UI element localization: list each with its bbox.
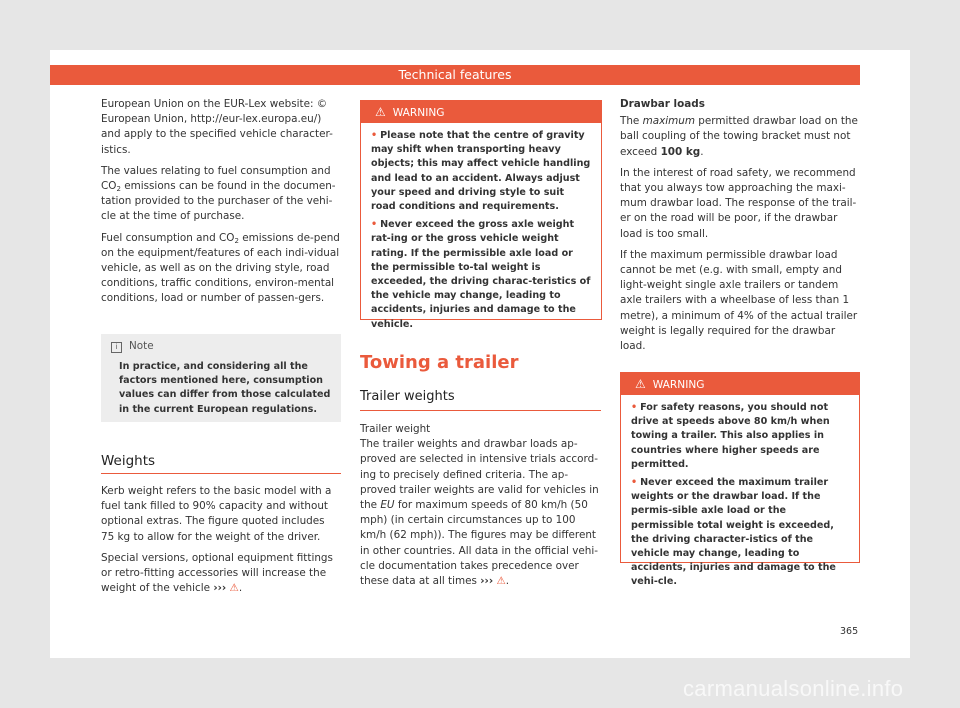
paragraph-title: Drawbar loads [620, 98, 705, 110]
continuation-arrows: ››› [480, 575, 494, 588]
warning-body [361, 123, 601, 342]
warning-box-2 [620, 372, 860, 588]
paragraph: Fuel consumption and $CO_2$ emissions de-pend on the equipment/features of each indi-vidual vehicle, as well as on the driving style, road conditions, traffic conditions, environ-mental conditions, load or number of passen-gers. [101, 231, 340, 305]
paragraph: The values relating to fuel consumption and $CO_2$ emissions can be found in the documen-tation provided to the purchaser of the vehi-cle at the time of purchase. [101, 164, 336, 223]
warning-icon: ⚠ [375, 105, 386, 119]
paragraph: Special versions, optional equipment fittings or retro-fitting accessories will increase the weight of the vehicle ››› ⚠. [101, 551, 333, 595]
warning-body [621, 395, 859, 600]
weights-text [101, 484, 341, 602]
subsection-heading: Trailer weights [360, 389, 455, 404]
paragraph: The trailer weights and drawbar loads ap-proved are selected in intensive trials accord-ing to precisely defined criteria. The ap-proved trailer weights are valid for vehicles in the EU for maximum speeds of 80 km/h (50 mph) (in certain circumstances up to 100 km/h (62 mph)). The figures may be different in other countries. All data in the official vehi-cle documentation takes precedence over these data at all times ››› ⚠. [360, 438, 599, 588]
paragraph: European Union on the EUR-Lex website: © European Union, http://eur-lex.europa.eu/) and apply to the specified vehicle character-istics. [101, 98, 333, 156]
watermark: carmanualsonline.info [683, 676, 904, 701]
warning-header: ⚠ WARNING [621, 373, 859, 395]
paragraph: The maximum permitted drawbar load on the ball coupling of the towing bracket must not exceed 100 kg. [620, 115, 858, 158]
divider [101, 473, 341, 474]
warning-box-1 [360, 100, 602, 330]
paragraph-title: Trailer weight [360, 423, 431, 435]
warning-item: • Please note that the centre of gravity may shift when transporting heavy objects; this may affect vehicle handling and lead to an accident. Always adjust your speed and driving style to suit road conditions and requirements. [371, 130, 591, 213]
paragraph: If the maximum permissible drawbar load cannot be met (e.g. with small, empty and light-weight single axle trailers or tandem axle trailers with a wheelbase of less than 1 metre), a minimum of 4% of the actual trailer weight is legally required for the drawbar load. [620, 248, 858, 353]
divider [360, 410, 601, 411]
warning-item: • Never exceed the gross axle weight rat-ing or the gross vehicle weight rating. If the permissible axle load or the permissible to-tal weight is exceeded, the driving charac-teristics of the vehicle may change, leading to accidents, injuries and damage to the vehicle. [371, 219, 591, 330]
paragraph: Kerb weight refers to the basic model with a fuel tank filled to 90% capacity and without optional extras. The figure quoted includes 75 kg to allow for the weight of the driver. [101, 485, 332, 543]
trailer-weight-text [360, 422, 601, 595]
note-title: i Note [111, 340, 154, 353]
warning-icon: ⚠ [229, 582, 239, 595]
weights-heading: Weights [101, 453, 156, 469]
page-header: Technical features [50, 65, 860, 85]
warning-item: • Never exceed the maximum trailer weights or the drawbar load. If the permis-sible axle load or the permissible total weight is exceeded, the driving character-istics of the vehicle may change, leading to accidents, injuries and damage to the vehi-cle. [631, 477, 836, 588]
section-heading: Towing a trailer [360, 352, 519, 373]
warning-icon: ⚠ [635, 377, 646, 391]
column-right [620, 97, 860, 360]
warning-item: • For safety reasons, you should not drive at speeds above 80 km/h when towing a trailer. This also applies in countries where higher speeds are permitted. [631, 402, 830, 470]
warning-header: ⚠ WARNING [361, 101, 601, 123]
column-left [101, 97, 341, 313]
warning-icon: ⚠ [496, 575, 506, 588]
page-number: 365 [840, 626, 859, 637]
paragraph: In the interest of road safety, we recommend that you always tow approaching the maxi-mum drawbar load. The response of the trail-er on the road will be poor, if the drawbar load is too small. [620, 166, 857, 240]
note-box [101, 334, 341, 422]
note-body: In practice, and considering all the factors mentioned here, consumption values can differ from those calculated in the current European regulations. [119, 361, 331, 415]
continuation-arrows: ››› [213, 582, 227, 595]
info-icon: i [111, 342, 122, 353]
